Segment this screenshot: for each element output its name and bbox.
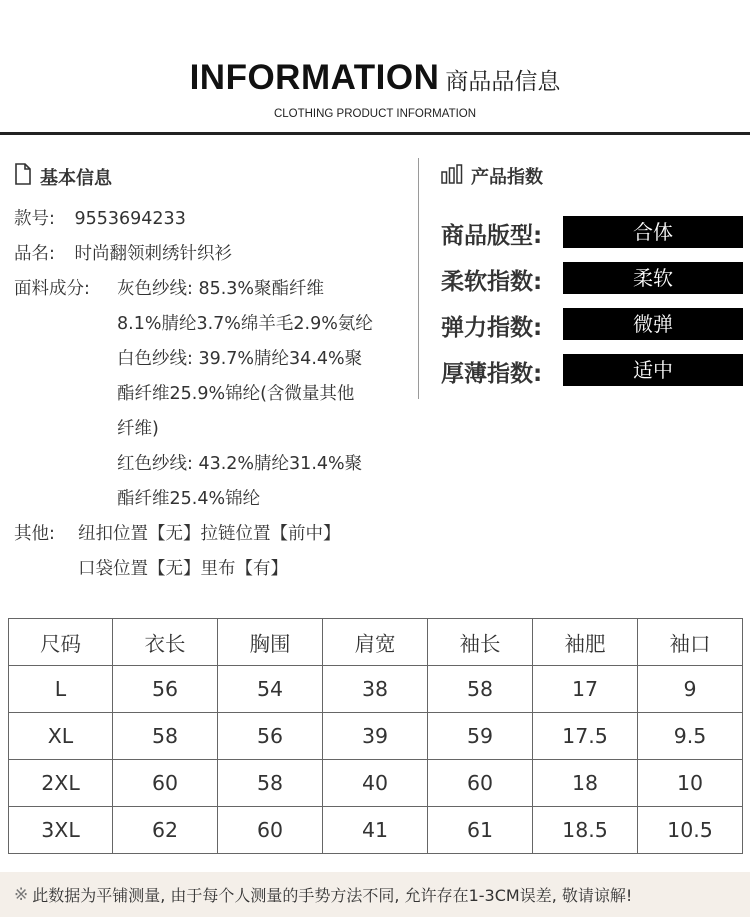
table-cell: 18 bbox=[533, 760, 638, 807]
thickness-value: 适中 bbox=[563, 354, 743, 386]
table-cell: 58 bbox=[113, 713, 218, 760]
basic-info-title: 基本信息 bbox=[40, 167, 112, 189]
table-cell: 3XL bbox=[9, 807, 113, 854]
elasticity-label: 弹力指数: bbox=[441, 315, 543, 341]
table-header-row bbox=[9, 619, 743, 666]
table-cell: 60 bbox=[428, 760, 533, 807]
section-divider bbox=[418, 158, 419, 399]
table-row bbox=[9, 713, 743, 760]
size-table bbox=[8, 618, 743, 854]
table-cell: 10.5 bbox=[638, 807, 743, 854]
table-header-cell: 尺码 bbox=[9, 619, 113, 666]
header-rule bbox=[0, 132, 750, 135]
table-row bbox=[9, 760, 743, 807]
table-cell: 60 bbox=[218, 807, 323, 854]
table-cell: XL bbox=[9, 713, 113, 760]
table-cell: 17 bbox=[533, 666, 638, 713]
table-cell: 18.5 bbox=[533, 807, 638, 854]
softness-value: 柔软 bbox=[563, 262, 743, 294]
subtitle: CLOTHING PRODUCT INFORMATION bbox=[273, 108, 477, 120]
footer-text: 此数据为平铺测量, 由于每个人测量的手势方法不同, 允许存在1-3CM误差, 敬请谅解! bbox=[32, 886, 633, 905]
name-row bbox=[14, 240, 232, 265]
table-header-cell: 胸围 bbox=[218, 619, 323, 666]
table-header-cell: 袖口 bbox=[638, 619, 743, 666]
table-header-cell: 袖长 bbox=[428, 619, 533, 666]
table-cell: 60 bbox=[113, 760, 218, 807]
thickness-label: 厚薄指数: bbox=[441, 361, 543, 387]
fabric-label: 面料成分: bbox=[14, 279, 90, 299]
table-cell: 62 bbox=[113, 807, 218, 854]
fabric-line: 红色纱线: 43.2%腈纶31.4%聚 bbox=[117, 454, 363, 474]
fit-label: 商品版型: bbox=[441, 223, 543, 249]
table-cell: 39 bbox=[323, 713, 428, 760]
table-cell: 41 bbox=[323, 807, 428, 854]
softness-label: 柔软指数: bbox=[441, 269, 543, 295]
elasticity-value: 微弹 bbox=[563, 308, 743, 340]
basic-info-heading bbox=[14, 163, 112, 190]
title-cn: 商品品信息 bbox=[445, 69, 561, 95]
table-header-cell: 衣长 bbox=[113, 619, 218, 666]
table-cell: 61 bbox=[428, 807, 533, 854]
footer-note bbox=[0, 872, 750, 917]
header bbox=[0, 0, 750, 134]
fit-value: 合体 bbox=[563, 216, 743, 248]
table-row bbox=[9, 666, 743, 713]
table-cell: 40 bbox=[323, 760, 428, 807]
table-cell: 56 bbox=[218, 713, 323, 760]
product-index-title: 产品指数 bbox=[471, 167, 543, 188]
table-cell: 56 bbox=[113, 666, 218, 713]
bar-chart-icon bbox=[441, 164, 463, 189]
reference-mark-icon: ※ bbox=[14, 884, 29, 905]
table-header-cell: 肩宽 bbox=[323, 619, 428, 666]
table-header-cell: 袖肥 bbox=[533, 619, 638, 666]
other-line: 纽扣位置【无】拉链位置【前中】 bbox=[78, 524, 341, 544]
fabric-line: 白色纱线: 39.7%腈纶34.4%聚 bbox=[117, 349, 363, 369]
style-no-row bbox=[14, 205, 186, 230]
table-cell: 54 bbox=[218, 666, 323, 713]
style-no-value: 9553694233 bbox=[74, 209, 186, 229]
fabric-line: 灰色纱线: 85.3%聚酯纤维 bbox=[117, 279, 325, 299]
fabric-line: 酯纤维25.4%锦纶 bbox=[117, 489, 261, 509]
fabric-line: 8.1%腈纶3.7%绵羊毛2.9%氨纶 bbox=[117, 314, 373, 334]
table-cell: 59 bbox=[428, 713, 533, 760]
table-cell: 17.5 bbox=[533, 713, 638, 760]
fabric-line: 纤维) bbox=[117, 419, 159, 439]
table-row bbox=[9, 807, 743, 854]
document-icon bbox=[14, 163, 32, 190]
table-cell: 58 bbox=[428, 666, 533, 713]
table-cell: 9.5 bbox=[638, 713, 743, 760]
name-label: 品名: bbox=[14, 244, 55, 264]
fabric-line: 酯纤维25.9%锦纶(含微量其他 bbox=[117, 384, 355, 404]
style-no-label: 款号: bbox=[14, 209, 55, 229]
other-line: 口袋位置【无】里布【有】 bbox=[78, 559, 288, 579]
table-cell: 38 bbox=[323, 666, 428, 713]
other-label: 其他: bbox=[14, 524, 55, 544]
title-en: INFORMATION bbox=[189, 58, 440, 97]
table-cell: 2XL bbox=[9, 760, 113, 807]
table-cell: L bbox=[9, 666, 113, 713]
page-title bbox=[0, 58, 750, 98]
table-cell: 9 bbox=[638, 666, 743, 713]
product-index-heading bbox=[441, 163, 543, 189]
table-cell: 10 bbox=[638, 760, 743, 807]
name-value: 时尚翻领刺绣针织衫 bbox=[74, 244, 232, 264]
table-cell: 58 bbox=[218, 760, 323, 807]
